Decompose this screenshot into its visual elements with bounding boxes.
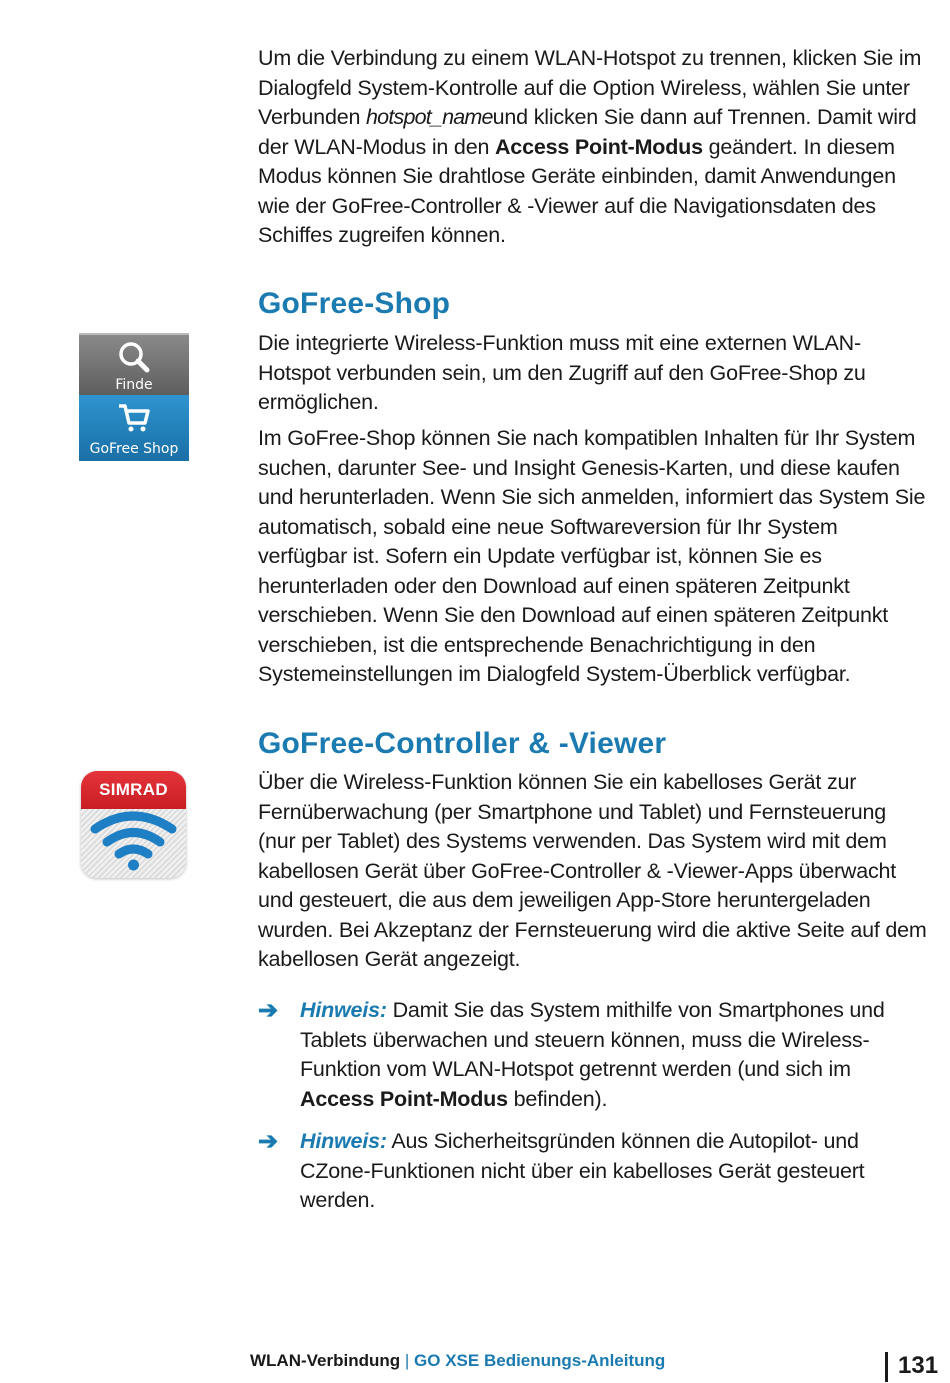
shop-menu-icons	[79, 333, 189, 461]
find-tile	[79, 333, 189, 397]
hotspot-name: hotspot_name	[366, 105, 493, 129]
brand-band	[81, 771, 186, 809]
page-footer	[250, 1351, 665, 1371]
shop-paragraph-2	[258, 424, 928, 690]
controller-text: Über die Wireless-Funktion können Sie ein kabelloses Gerät zur Fernüberwachung (per Smartphone und Tablet) und Fernsteuerung (nur per Tablet) des Systems verwenden. Das System wird mit dem kabellosen Gerät über GoFree-Controller & -Viewer-Apps überwacht und gesteuert, die aus dem jeweiligen App-Store heruntergeladen wurden. Bei Akzeptanz der Fernsteuerung wird die aktive Seite auf dem kabellosen Gerät angezeigt.	[258, 770, 927, 971]
note-1-label: Hinweis:	[300, 998, 387, 1022]
note-2-label: Hinweis:	[300, 1129, 387, 1153]
note-1-part-1: Damit Sie das System mithilfe von Smartphones und Tablets überwachen und steuern können, muss die Wireless-Funktion vom WLAN-Hotspot getrennt werden (und sich im	[300, 998, 885, 1081]
gofree-shop-tile	[79, 395, 189, 461]
gofree-shop-label: GoFree Shop	[89, 441, 179, 457]
find-label: Finde	[115, 377, 153, 393]
brand-logo: SIMRAD	[99, 780, 168, 799]
intro-text-1: Um die Verbindung zu einem WLAN-Hotspot zu trennen, klicken Sie im Dialogfeld System-Kontrolle auf die Option Wireless, wählen Sie unter Verbunden	[258, 46, 922, 129]
note-2-text	[300, 1127, 928, 1216]
arrow-right-icon: ➔	[258, 1128, 279, 1155]
note-2	[258, 1127, 928, 1216]
controller-paragraph	[258, 768, 928, 975]
arrow-right-icon: ➔	[258, 997, 279, 1024]
note-2-part-1: Aus Sicherheitsgründen können die Autopilot- und CZone-Funktionen nicht über ein kabelloses Gerät gesteuert werden.	[300, 1129, 865, 1212]
intro-text-3: geändert. In diesem Modus können Sie drahtlose Geräte einbinden, damit Anwendungen wie der GoFree-Controller & -Viewer auf die Navigationsdaten des Schiffes zugreifen können.	[258, 134, 896, 247]
note-1	[258, 996, 928, 1114]
note-1-part-2: befinden).	[507, 1086, 608, 1111]
note-1-bold: Access Point-Modus	[300, 1086, 508, 1111]
footer-section: WLAN-Verbindung	[250, 1351, 401, 1370]
page-number: 131	[885, 1352, 938, 1382]
app-icon-body	[81, 809, 186, 878]
section-heading-controller: GoFree-Controller & -Viewer	[258, 727, 667, 760]
footer-separator: |	[404, 1351, 410, 1370]
wifi-icon	[81, 809, 186, 878]
access-point-mode: Access Point-Modus	[494, 134, 703, 159]
cart-icon	[116, 399, 152, 435]
intro-paragraph	[258, 44, 928, 251]
shop-text-2: Im GoFree-Shop können Sie nach kompatiblen Inhalten für Ihr System suchen, darunter See- und Insight Genesis-Karten, und diese kaufen und herunterladen. Wenn Sie sich anmelden, informiert das System Sie automatisch, sobald eine neue Softwareversion für Ihr System verfügbar ist. Sofern ein Update verfügbar ist, können Sie es herunterladen oder den Download auf einen späteren Zeitpunkt verschieben. Wenn Sie den Download auf einen späteren Zeitpunkt verschieben, ist die entsprechende Benachrichtigung in den Systemeinstellungen im Dialogfeld System-Überblick verfügbar.	[258, 426, 926, 686]
simrad-app-icon	[81, 771, 186, 878]
search-icon	[116, 339, 152, 375]
intro-text-2: und klicken Sie dann auf Trennen. Damit wird der WLAN-Modus in den	[258, 105, 917, 159]
note-1-text	[300, 996, 928, 1114]
footer-doc-title: GO XSE Bedienungs-Anleitung	[414, 1351, 666, 1370]
shop-text-1: Die integrierte Wireless-Funktion muss mit eine externen WLAN-Hotspot verbunden sein, um den Zugriff auf den GoFree-Shop zu ermöglichen.	[258, 331, 866, 414]
section-heading-gofree-shop: GoFree-Shop	[258, 287, 451, 320]
shop-paragraph-1	[258, 329, 928, 418]
